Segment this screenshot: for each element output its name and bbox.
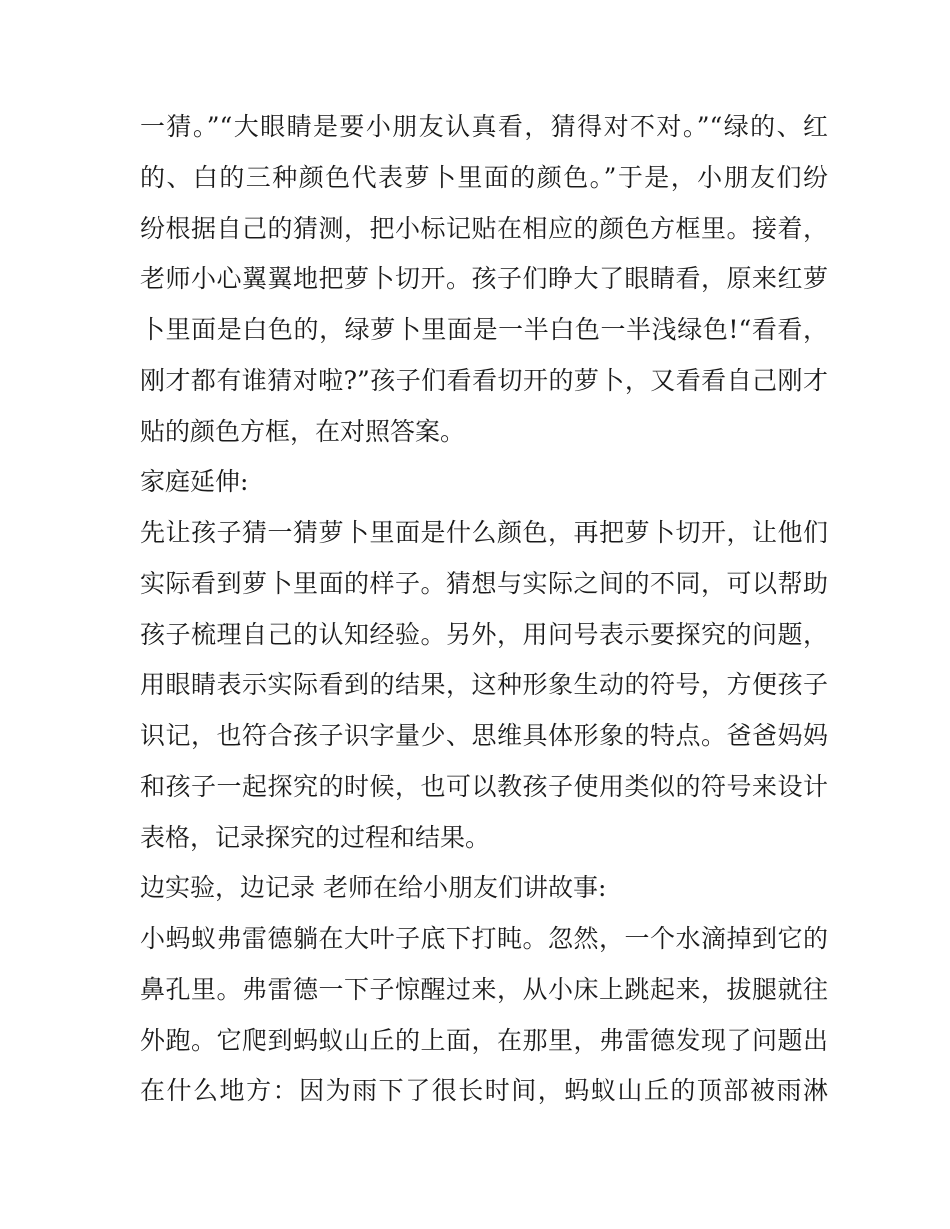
text-line: 刚才都有谁猜对啦?”孩子们看看切开的萝卜，又看看自己刚才 — [140, 365, 828, 395]
text-line: 纷根据自己的猜测，把小标记贴在相应的颜色方框里。接着， — [140, 213, 828, 243]
text-line: 鼻孔里。弗雷德一下子惊醒过来，从小床上跳起来，拔腿就往 — [140, 974, 828, 1004]
text-line: 一猜。”“大眼睛是要小朋友认真看，猜得对不对。”“绿的、红 — [140, 112, 828, 141]
text-line: 家庭延伸: — [140, 467, 249, 497]
text-line: 贴的颜色方框，在对照答案。 — [140, 416, 466, 446]
text-block — [140, 102, 828, 1117]
text-line: 小蚂蚁弗雷德躺在大叶子底下打盹。忽然，一个水滴掉到它的 — [140, 924, 828, 953]
text-line: 识记，也符合孩子识字量少、思维具体形象的特点。爸爸妈妈 — [140, 721, 828, 750]
text-line: 外跑。它爬到蚂蚁山丘的上面，在那里，弗雷德发现了问题出 — [140, 1025, 828, 1055]
text-line: 在什么地方：因为雨下了很长时间，蚂蚁山丘的顶部被雨淋 — [140, 1076, 828, 1106]
text-line: 的、白的三种颜色代表萝卜里面的颜色。”于是，小朋友们纷 — [140, 162, 828, 192]
text-line: 表格，记录探究的过程和结果。 — [140, 822, 491, 852]
text-line: 和孩子一起探究的时候，也可以教孩子使用类似的符号来设计 — [140, 771, 828, 801]
text-line: 孩子梳理自己的认知经验。另外，用问号表示要探究的问题， — [140, 619, 828, 649]
text-line: 先让孩子猜一猜萝卜里面是什么颜色，再把萝卜切开，让他们 — [140, 518, 828, 547]
text-line: 卜里面是白色的，绿萝卜里面是一半白色一半浅绿色!“看看， — [140, 315, 828, 344]
text-line: 实际看到萝卜里面的样子。猜想与实际之间的不同，可以帮助 — [140, 568, 828, 598]
text-line: 老师小心翼翼地把萝卜切开。孩子们睁大了眼睛看，原来红萝 — [140, 264, 828, 294]
text-line: 边实验，边记录 老师在给小朋友们讲故事: — [140, 873, 607, 903]
text-line: 用眼睛表示实际看到的结果，这种形象生动的符号，方便孩子 — [140, 670, 828, 700]
